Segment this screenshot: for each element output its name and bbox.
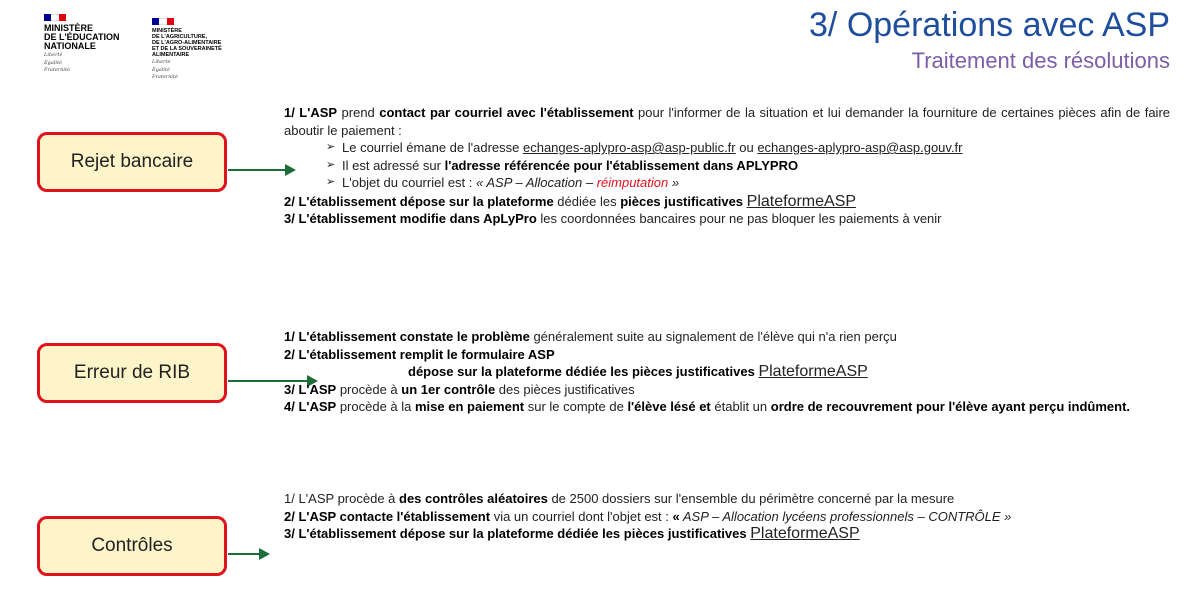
- step-1: 1/ L'ASP procède à des contrôles aléatoires de 2500 dossiers sur l'ensemble du périmètre concerné par la mesure: [284, 491, 955, 506]
- step-3: 3/ L'établissement dépose sur la plateforme dédiée les pièces justificatives PlateformeASP: [284, 525, 860, 542]
- controles-details: [284, 490, 1170, 543]
- step-2-upload: dépose sur la plateforme dédiée les pièces justificatives PlateformeASP: [408, 363, 868, 380]
- page-subtitle: Traitement des résolutions: [911, 48, 1170, 73]
- ministere-education-logo: MINISTÈRE DE L'ÉDUCATION NATIONALE Liberté Égalité Fraternité: [44, 14, 119, 74]
- plateforme-asp-link[interactable]: PlateformeASP: [758, 363, 868, 380]
- plateforme-asp-link[interactable]: PlateformeASP: [746, 192, 857, 210]
- bullet-email-source: ➢ Le courriel émane de l'adresse echanges-aplypro-asp@asp-public.fr ou echanges-aplypro-asp@asp.gouv.fr: [326, 140, 963, 155]
- step-1: 1/ L'établissement constate le problème généralement suite au signalement de l'élève qui n'a rien perçu: [284, 329, 897, 344]
- erreur-rib-box: Erreur de RIB: [37, 343, 227, 403]
- controles-box: Contrôles: [37, 516, 227, 576]
- step-2: 2/ L'établissement remplit le formulaire ASP: [284, 346, 555, 362]
- arrowhead-bullet-icon: ➢: [326, 158, 336, 171]
- marianne-flag-icon: [152, 18, 174, 25]
- erreur-rib-details: [284, 328, 1170, 416]
- rejet-bancaire-box: Rejet bancaire: [37, 132, 227, 192]
- step-2: 2/ L'ASP contacte l'établissement via un courriel dont l'objet est : « ASP – Allocation lycéens professionnels – CONTRÔLE »: [284, 508, 1012, 524]
- step-3: 3/ L'ASP procède à un 1er contrôle des pièces justificatives: [284, 381, 635, 397]
- step-1: 1/ L'ASP prend contact par courriel avec l'établissement pour l'informer de la situation et lui demander la fourniture de certaines pièces afin de faire aboutir le paiement :: [284, 105, 1170, 138]
- email-link-asp-gouv[interactable]: echanges-aplypro-asp@asp.gouv.fr: [757, 140, 963, 155]
- arrowhead-bullet-icon: ➢: [326, 176, 336, 188]
- bullet-email-address: ➢ Il est adressé sur l'adresse référencée pour l'établissement dans APLYPRO: [326, 157, 799, 173]
- step-3: 3/ L'établissement modifie dans ApLyPro les coordonnées bancaires pour ne pas bloquer les paiements à venir: [284, 211, 942, 226]
- slide-header: [809, 4, 1170, 76]
- arrowhead-bullet-icon: ➢: [326, 141, 336, 153]
- step-2: 2/ L'établissement dépose sur la plateforme dédiée les pièces justificatives PlateformeASP: [284, 192, 857, 210]
- ministere-agriculture-logo: MINISTÈRE DE L'AGRICULTURE, DE L'AGRO-ALIMENTAIRE ET DE LA SOUVERAINETÉ ALIMENTAIRE Liberté Égalité Fraternité: [152, 18, 222, 81]
- plateforme-asp-link[interactable]: PlateformeASP: [750, 525, 860, 542]
- step-4: 4/ L'ASP procède à la mise en paiement sur le compte de l'élève lésé et établit un ordre de recouvrement pour l'élève ayant perçu indûment.: [284, 399, 1131, 414]
- page-title: 3/ Opérations avec ASP: [809, 6, 1170, 44]
- bullet-email-subject: ➢ L'objet du courriel est : « ASP – Allocation – réimputation »: [326, 175, 680, 190]
- email-link-asp-public[interactable]: echanges-aplypro-asp@asp-public.fr: [522, 140, 736, 155]
- rejet-bancaire-details: [284, 104, 1170, 228]
- marianne-flag-icon: [44, 14, 66, 21]
- arrow-right-icon: [228, 553, 268, 555]
